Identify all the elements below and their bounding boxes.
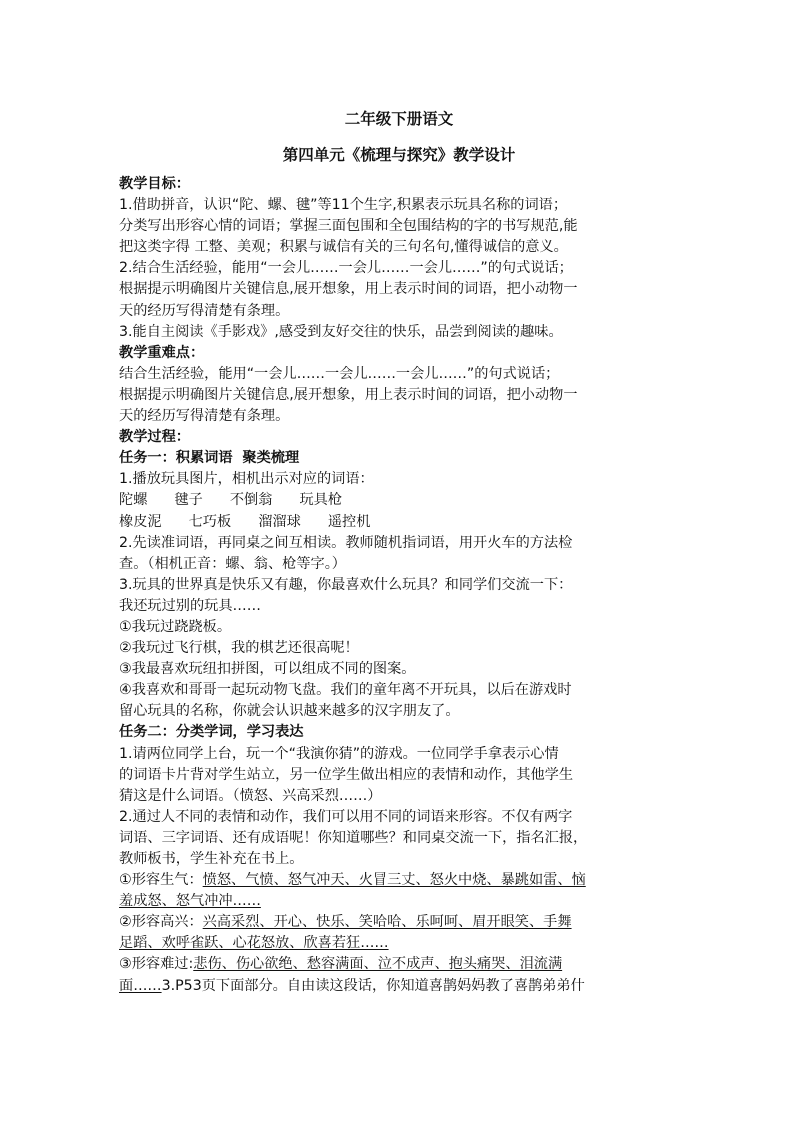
- line-text: ②形容高兴：: [119, 914, 203, 931]
- line-text: ③我最喜欢玩纽扣拼图，可以组成不同的图案。: [119, 661, 416, 678]
- underlined-words: 足蹈、欢呼雀跃、心花怒放、欣喜若狂……: [119, 935, 389, 952]
- line-text: 1.借助拼音，认识“陀、螺、毽”等11个生字,积累表示玩具名称的词语；: [119, 197, 568, 214]
- text-line: [119, 976, 679, 997]
- line-text: 留心玩具的名称，你就会认识越来越多的汉字朋友了。: [119, 703, 460, 720]
- line-text: 3.能自主阅读《手影戏》,感受到友好交往的快乐，品尝到阅读的趣味。: [119, 323, 563, 340]
- document-title: 二年级下册语文: [344, 109, 454, 128]
- underlined-words: 愤怒、气愤、怒气冲天、火冒三丈、怒火中烧、暴跳如雷、恼: [202, 872, 586, 889]
- text-line: [119, 954, 679, 975]
- section-heading: [119, 174, 679, 195]
- underlined-words: 面……: [119, 977, 162, 994]
- line-text: 天的经历写得清楚有条理。: [119, 408, 290, 425]
- line-text: 根据提示明确图片关键信息,展开想象，用上表示时间的词语，把小动物一: [119, 281, 578, 298]
- text-line: [119, 406, 679, 427]
- document-page: [119, 100, 679, 997]
- line-text: 2.通过人不同的表情和动作，我们可以用不同的词语来形容。不仅有两字: [119, 808, 573, 825]
- line-text: 1.请两位同学上台，玩一个“我演你猜”的游戏。一位同学手拿表示心情: [119, 745, 559, 762]
- line-text: 根据提示明确图片关键信息,展开想象，用上表示时间的词语，把小动物一: [119, 386, 578, 403]
- line-text: 任务一：积累词语 聚类梳理: [119, 450, 300, 467]
- text-line: [119, 701, 679, 722]
- text-line: [119, 933, 679, 954]
- text-line: [119, 891, 679, 912]
- text-line: [119, 512, 679, 533]
- line-text: 任务二：分类学词，学习表达: [119, 724, 304, 741]
- line-text: 1.播放玩具图片，相机出示对应的词语：: [119, 471, 374, 488]
- section-heading: [119, 448, 679, 469]
- line-text: 把这类字得 工整、美观；积累与诚信有关的三句名句,懂得诚信的意义。: [119, 239, 568, 256]
- text-line: [119, 258, 679, 279]
- text-line: [119, 490, 679, 511]
- line-text: 教师板书，学生补充在书上。: [119, 851, 304, 867]
- text-line: [119, 554, 679, 575]
- underlined-words: 兴高采烈、开心、快乐、笑哈哈、乐呵呵、眉开眼笑、手舞: [202, 914, 572, 931]
- underlined-words: 羞成怒、怒气冲冲……: [119, 893, 261, 910]
- document-body: [119, 174, 679, 997]
- text-line: [119, 195, 679, 216]
- line-tail-text: 3.P53页下面部分。自由读这段话，你知道喜鹊妈妈教了喜鹊弟弟什: [161, 977, 585, 994]
- section-heading: [119, 722, 679, 743]
- text-line: [119, 237, 679, 258]
- line-text: 教学重难点：: [119, 344, 205, 361]
- line-text: ①形容生气：: [119, 872, 203, 889]
- text-line: [119, 385, 679, 406]
- text-line: [119, 786, 679, 807]
- text-line: [119, 533, 679, 554]
- text-line: [119, 638, 679, 659]
- line-text: ①我玩过跷跷板。: [119, 618, 232, 635]
- underlined-words: 悲伤、伤心欲绝、愁容满面、泣不成声、抱头痛哭、泪流满: [193, 956, 563, 973]
- line-text: 的词语卡片背对学生站立，另一位学生做出相应的表情和动作，其他学生: [119, 766, 574, 783]
- text-line: [119, 807, 679, 828]
- line-text: ④我喜欢和哥哥一起玩动物飞盘。我们的童年离不开玩具，以后在游戏时: [119, 682, 572, 699]
- line-text: 猜这是什么词语。（愤怒、兴高采烈……）: [119, 787, 382, 804]
- section-heading: [119, 343, 679, 364]
- text-line: [119, 279, 679, 300]
- line-text: ③形容难过:: [119, 956, 194, 973]
- document-subtitle: 第四单元《梳理与探究》教学设计: [282, 145, 516, 164]
- line-text: 教学目标：: [119, 176, 190, 192]
- line-text: 天的经历写得清楚有条理。: [119, 302, 290, 319]
- text-line: [119, 659, 679, 680]
- text-line: [119, 364, 679, 385]
- text-line: [119, 765, 679, 786]
- line-text: ②我玩过飞行棋，我的棋艺还很高呢！: [119, 640, 359, 657]
- text-line: [119, 575, 679, 596]
- text-line: [119, 216, 679, 237]
- line-text: 2.结合生活经验，能用“一会儿……一会儿……一会儿……”的句式说话；: [119, 260, 573, 277]
- text-line: [119, 469, 679, 490]
- text-line: [119, 596, 679, 617]
- line-text: 我还玩过别的玩具……: [119, 597, 261, 614]
- line-text: 查。（相机正音：螺、翁、枪等字。）: [119, 555, 346, 572]
- line-text: 3.玩具的世界真是快乐又有趣，你最喜欢什么玩具？和同学们交流一下：: [119, 576, 573, 593]
- text-line: [119, 744, 679, 765]
- line-text: 橡皮泥 七巧板 溜溜球 遥控机: [119, 513, 371, 530]
- text-line: [119, 912, 679, 933]
- text-line: [119, 870, 679, 891]
- line-text: 2.先读准词语，再同桌之间互相读。教师随机指词语，用开火车的方法检: [119, 534, 573, 551]
- line-text: 陀螺 毽子 不倒翁 玩具枪: [119, 492, 343, 509]
- text-line: [119, 617, 679, 638]
- text-line: [119, 322, 679, 343]
- text-line: [119, 680, 679, 701]
- text-line: [119, 301, 679, 322]
- line-text: 词语、三字词语、还有成语呢！你知道哪些？和同桌交流一下，指名汇报，: [119, 829, 588, 846]
- line-text: 教学过程：: [119, 429, 190, 446]
- line-text: 分类写出形容心情的词语；掌握三面包围和全包围结构的字的书写规范,能: [119, 218, 578, 235]
- line-text: 结合生活经验，能用“一会儿……一会儿……一会儿……”的句式说话；: [119, 365, 560, 382]
- text-line: [119, 828, 679, 849]
- section-heading: [119, 427, 679, 448]
- text-line: [119, 849, 679, 870]
